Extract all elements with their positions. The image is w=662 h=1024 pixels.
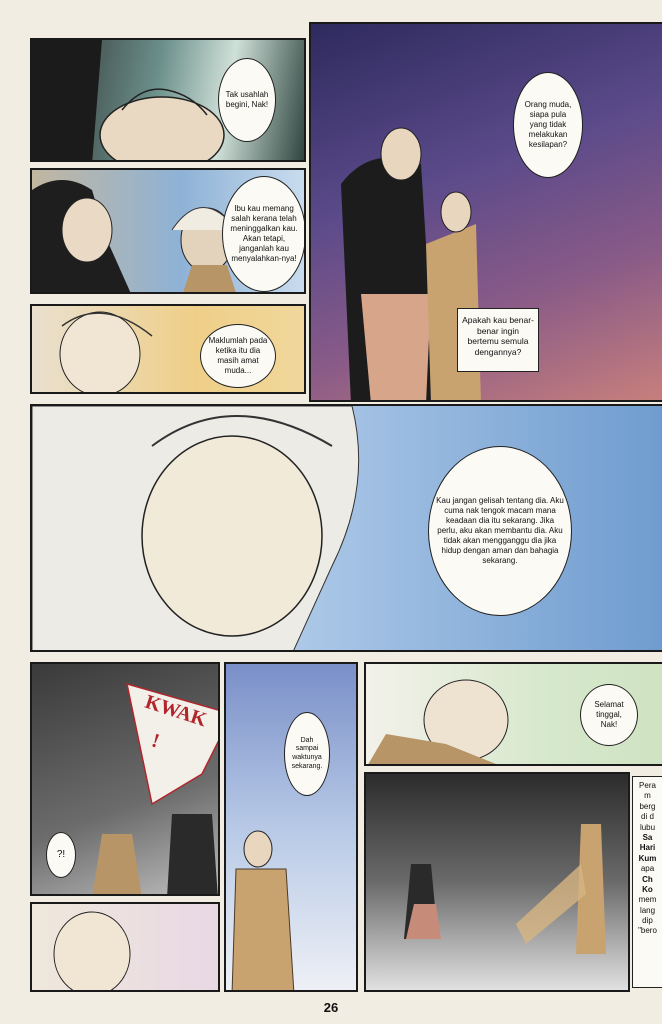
sidebar-fragment-6: Hari: [639, 843, 656, 853]
panel-two-figures-dusk: [309, 22, 662, 402]
sidebar-fragment-12: lang: [639, 905, 656, 915]
panel-hand: [30, 38, 306, 162]
sidebar-fragment-5: Sa: [642, 832, 653, 842]
speech-text-5: Apakah kau benar-benar ingin bertemu semula dengannya?: [462, 315, 534, 357]
panel-standing-man: [224, 662, 358, 992]
side-caption-fragment: [632, 776, 662, 988]
panel-wide-portrait: [30, 404, 662, 652]
panel-storm-walk: [364, 772, 630, 992]
speech-bubble-6: [428, 446, 572, 616]
speech-bubble-8: [580, 684, 638, 746]
sidebar-fragment-10: Ko: [642, 884, 653, 894]
sidebar-fragment-14: "bero: [638, 926, 657, 936]
sidebar-fragment-9: Ch: [642, 874, 653, 884]
speech-text-1: Tak usahlah begini, Nak!: [225, 90, 269, 109]
panel-face-close: [30, 304, 306, 394]
speech-text-3: Maklumlah pada ketika itu dia masih amat muda...: [208, 336, 268, 375]
sidebar-fragment-7: Kum: [638, 853, 657, 863]
speech-text-8: Selamat tinggal, Nak!: [594, 700, 624, 729]
speech-text-7: Dah sampai waktunya sekarang.: [291, 736, 323, 770]
speech-text-6: Kau jangan gelisah tentang dia. Aku cuma nak tengok macam mana keadaan dia itu sekarang. Jika perlu, aku akan membantu dia. Aku tidak akan mengganggu dia jika hidup dengan aman dan bahagia sekarang.: [436, 496, 564, 565]
sidebar-fragment-13: dip: [642, 916, 653, 926]
sidebar-fragment-11: mem: [638, 895, 657, 905]
speech-text-4: Orang muda, siapa pula yang tidak melakukan kesilapan?: [524, 100, 572, 149]
speech-bubble-3: [200, 324, 276, 388]
sfx-kwak-text: KWAK: [142, 690, 210, 732]
panel-crow-night: [30, 662, 220, 896]
speech-box-5: [457, 308, 539, 372]
sidebar-fragment-2: berg: [639, 801, 656, 811]
sidebar-fragment-4: lubu: [639, 822, 656, 832]
panel-farewell: [364, 662, 662, 766]
speech-bubble-4: [513, 72, 583, 178]
sidebar-fragment-0: Pera: [639, 781, 656, 790]
two-figures-wind-illustration: [366, 774, 630, 992]
speech-bubble-7: [284, 712, 330, 796]
panel-two-faces: [30, 168, 306, 294]
speech-bubble-9: [46, 832, 76, 878]
sidebar-fragment-8: apa: [640, 864, 655, 874]
speech-text-9: ?!: [56, 848, 66, 860]
page-number: 26: [323, 1000, 339, 1015]
sfx-exclaim-text: !: [148, 729, 163, 753]
speech-text-2: Ibu kau memang salah kerana telah meninggalkan kau. Akan tetapi, janganlah kau menyalahkan-nya!: [230, 204, 298, 263]
young-man-small-face-illustration: [32, 904, 220, 992]
speech-bubble-1: [218, 58, 276, 142]
speech-bubble-2: [222, 176, 306, 292]
panel-face-small: [30, 902, 220, 992]
standing-man-coat-illustration: [226, 664, 358, 992]
sidebar-fragment-3: di d: [641, 812, 654, 822]
sidebar-fragment-1: m: [644, 791, 651, 801]
